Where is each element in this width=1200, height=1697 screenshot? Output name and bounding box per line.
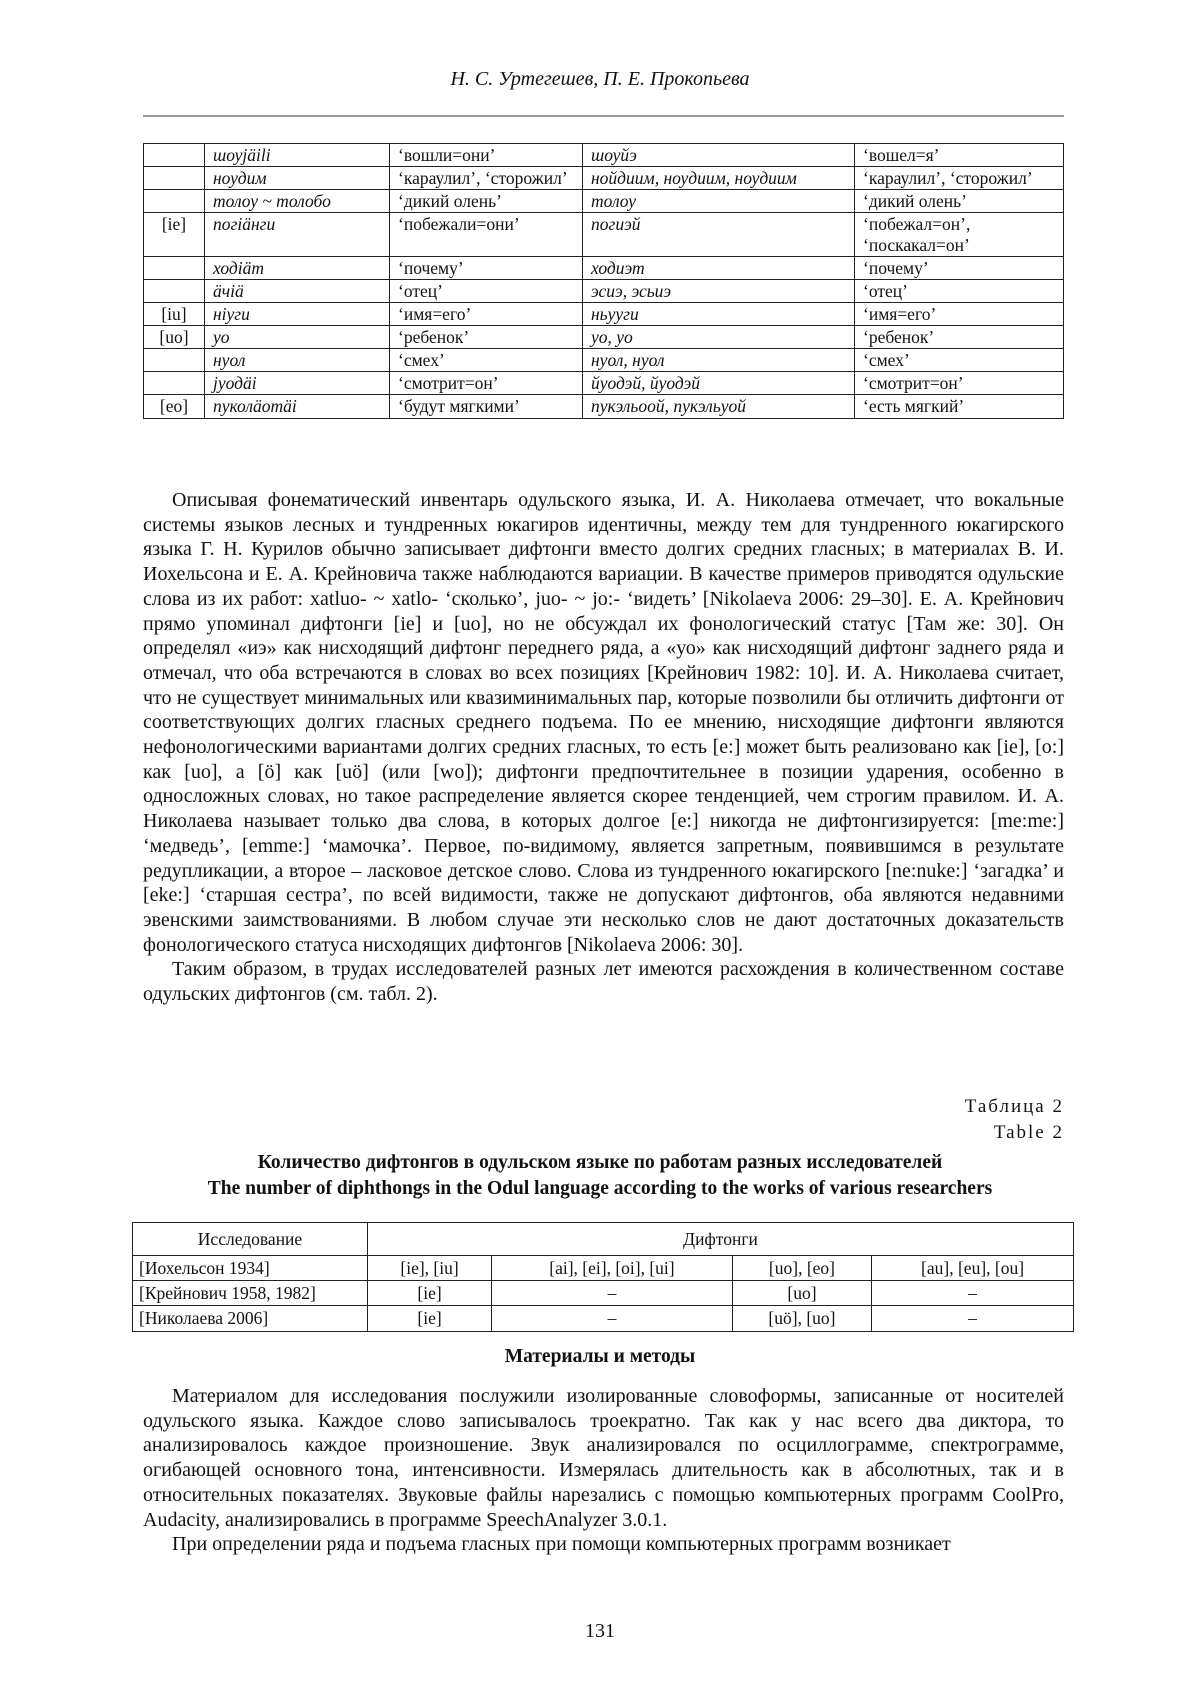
word-cell: пуколäотäi	[205, 395, 390, 418]
gloss-cell: ‘караулил’, ‘сторожил’	[390, 167, 583, 190]
diphthong-cell: –	[492, 1306, 733, 1331]
gloss-cell: ‘ребенок’	[855, 326, 1064, 349]
word-cell: ньууги	[583, 302, 855, 325]
table2-caption-en: Table 2	[993, 1122, 1064, 1143]
gloss-cell: ‘отец’	[390, 279, 583, 302]
gloss-cell: ‘ребенок’	[390, 326, 583, 349]
gloss-cell: ‘вошел=я’	[855, 144, 1064, 167]
word-cell: толоу	[583, 190, 855, 213]
section-title: Материалы и методы	[504, 1346, 696, 1367]
phoneme-cell: [ie]	[144, 213, 205, 256]
table-row	[144, 395, 1064, 418]
word-cell: ходiäт	[205, 256, 390, 279]
gloss-cell: ‘будут мягкими’	[390, 395, 583, 418]
table-row	[144, 213, 1064, 256]
table-row	[133, 1306, 1074, 1331]
word-cell: погиэй	[583, 213, 855, 256]
diphthong-cell: [ai], [ei], [oi], [ui]	[492, 1256, 733, 1281]
table-row	[144, 190, 1064, 213]
diphthong-examples-table	[143, 143, 1064, 419]
table-row	[144, 302, 1064, 325]
table-row	[144, 372, 1064, 395]
table-row	[144, 279, 1064, 302]
word-cell: уо	[205, 326, 390, 349]
table-row	[133, 1281, 1074, 1306]
word-cell: уо, уо	[583, 326, 855, 349]
gloss-cell: ‘смотрит=он’	[390, 372, 583, 395]
table-row	[144, 167, 1064, 190]
table-row	[144, 144, 1064, 167]
diphthong-cell: –	[492, 1281, 733, 1306]
gloss-cell: ‘вошли=они’	[390, 144, 583, 167]
word-cell: эсиэ, эсьиэ	[583, 279, 855, 302]
phoneme-cell	[144, 167, 205, 190]
word-cell: ноудим	[205, 167, 390, 190]
diphthong-cell: [ie], [iu]	[368, 1256, 492, 1281]
gloss-cell: ‘караулил’, ‘сторожил’	[855, 167, 1064, 190]
header-rule	[143, 115, 1064, 117]
page-number: 131	[585, 1620, 615, 1642]
gloss-cell: ‘почему’	[855, 256, 1064, 279]
phoneme-cell	[144, 279, 205, 302]
gloss-cell: ‘имя=его’	[390, 302, 583, 325]
source-cell: [Иохельсон 1934]	[133, 1256, 368, 1281]
gloss-cell: ‘почему’	[390, 256, 583, 279]
word-cell: jуодäi	[205, 372, 390, 395]
word-cell: шоуйэ	[583, 144, 855, 167]
gloss-cell: ‘побежал=он’, ‘поскакал=он’	[855, 213, 1064, 256]
word-cell: йуодэй, йуодэй	[583, 372, 855, 395]
source-cell: [Крейнович 1958, 1982]	[133, 1281, 368, 1306]
phoneme-cell: [iu]	[144, 302, 205, 325]
column-header-source: Исследование	[133, 1223, 368, 1256]
table2-title	[100, 1150, 1100, 1202]
gloss-cell: ‘есть мягкий’	[855, 395, 1064, 418]
diphthong-cell: [au], [eu], [ou]	[872, 1256, 1074, 1281]
gloss-cell: ‘смех’	[855, 349, 1064, 372]
phoneme-cell	[144, 372, 205, 395]
table-row	[144, 349, 1064, 372]
word-cell: нуол, нуол	[583, 349, 855, 372]
table2-title-ru: Количество дифтонгов в одульском языке по работам разных исследователей	[257, 1152, 943, 1173]
phoneme-cell: [eo]	[144, 395, 205, 418]
diphthong-count-table	[132, 1222, 1074, 1332]
running-header: Н. С. Уртегешев, П. Е. Прокопьева	[450, 68, 750, 90]
word-cell: шоуjäili	[205, 144, 390, 167]
word-cell: погiäнги	[205, 213, 390, 256]
column-header-diphthongs: Дифтонги	[368, 1223, 1074, 1256]
diphthong-cell: [ie]	[368, 1281, 492, 1306]
gloss-cell: ‘отец’	[855, 279, 1064, 302]
table-row	[144, 256, 1064, 279]
phoneme-cell	[144, 256, 205, 279]
table2-title-en: The number of diphthongs in the Odul language according to the works of various researchers	[207, 1178, 993, 1199]
phoneme-cell: [uo]	[144, 326, 205, 349]
paragraph: При определении ряда и подъема гласных при помощи компьютерных программ возникает	[172, 1533, 951, 1556]
gloss-cell: ‘имя=его’	[855, 302, 1064, 325]
diphthong-cell: –	[872, 1306, 1074, 1331]
word-cell: толоу ~ толобо	[205, 190, 390, 213]
table-row	[133, 1256, 1074, 1281]
phoneme-cell	[144, 190, 205, 213]
diphthong-cell: [uo], [eo]	[732, 1256, 871, 1281]
word-cell: нойдиим, ноудиим, ноудиим	[583, 167, 855, 190]
word-cell: нуол	[205, 349, 390, 372]
gloss-cell: ‘побежали=они’	[390, 213, 583, 256]
word-cell: ходиэт	[583, 256, 855, 279]
body-text-2	[143, 1384, 1064, 1557]
diphthong-cell: [uö], [uo]	[732, 1306, 871, 1331]
phoneme-cell	[144, 144, 205, 167]
diphthong-cell: [uo]	[732, 1281, 871, 1306]
paragraph: Описывая фонематический инвентарь одульского языка, И. А. Николаева отмечает, что вокальные системы языков лесных и тундренных юкагиров идентичны, между тем для тундренного юкагирского языка Г. Н. Курилов обычно записывает дифтонги вместо долгих средних гласных; в материалах В. И. Иохельсона и Е. А. Крейновича также наблюдаются вариации. В качестве примеров приводятся одульские слова из их работ: xatluo- ~ xatlo- ‘сколько’, juo- ~ jo:- ‘видеть’ [Nikolaeva 2006: 29–30]. Е. А. Крейнович прямо упоминал дифтонги [ie] и [uo], но не обсуждал их фонологический статус [Там же: 30]. Он определял «иэ» как нисходящий дифтонг переднего ряда, а «уо» как нисходящий дифтонг заднего ряда и отмечал, что оба встречаются в словах во всех позициях [Крейнович 1982: 10]. И. А. Николаева считает, что не существует минимальных или квазиминимальных пар, которые позволили бы отличить дифтонги от соответствующих долгих гласных среднего подъема. По ее мнению, нисходящие дифтонги являются нефонологическими вариантами долгих средних гласных, то есть [e:] может быть реализовано как [ie], [o:] как [uo], а [ö] как [uö] (или [wo]); дифтонги предпочтительнее в позиции ударения, особенно в односложных словах, но такое распределение является скорее тенденцией, чем строгим правилом. И. А. Николаева называет только два слова, в которых долгое [e:] никогда не дифтонгизируется: [me:me:] ‘медведь’, [emme:] ‘мамочка’. Первое, по-видимому, является запретным, появившимся в результате редупликации, а второе – ласковое детское слово. Слова из тундренного юкагирского [ne:nuke:] ‘загадка’ и [eke:] ‘старшая сестра’, по всей видимости, также не допускают дифтонгов, оба являются недавними эвенскими заимствованиями. В любом случае эти несколько слов не дают достаточных доказательств фонологического статуса нисходящих дифтонгов [Nikolaeva 2006: 30].	[143, 489, 1064, 956]
source-cell: [Николаева 2006]	[133, 1306, 368, 1331]
word-cell: нiуги	[205, 302, 390, 325]
diphthong-cell: –	[872, 1281, 1074, 1306]
phoneme-cell	[144, 349, 205, 372]
table2-caption-ru: Таблица 2	[964, 1096, 1064, 1117]
gloss-cell: ‘дикий олень’	[855, 190, 1064, 213]
paragraph: Материалом для исследования послужили изолированные словоформы, записанные от носителей одульского языка. Каждое слово записывалось троекратно. Так как у нас всего два диктора, то анализировалось каждое произношение. Звук анализировался по осциллограмме, спектрограмме, огибающей основного тона, интенсивности. Измерялась длительность как в абсолютных, так и в относительных показателях. Звуковые файлы нарезались с помощью компьютерных программ CoolPro, Audacity, анализировались в программе SpeechAnalyzer 3.0.1.	[143, 1385, 1064, 1531]
paragraph: Таким образом, в трудах исследователей разных лет имеются расхождения в количественном составе одульских дифтонгов (см. табл. 2).	[143, 958, 1064, 1006]
body-text-1	[143, 488, 1064, 1007]
table-row	[144, 326, 1064, 349]
word-cell: пукэльоой, пукэльуой	[583, 395, 855, 418]
word-cell: äчiä	[205, 279, 390, 302]
diphthong-cell: [ie]	[368, 1306, 492, 1331]
table-header-row	[133, 1223, 1074, 1256]
gloss-cell: ‘смех’	[390, 349, 583, 372]
gloss-cell: ‘дикий олень’	[390, 190, 583, 213]
gloss-cell: ‘смотрит=он’	[855, 372, 1064, 395]
table2-caption	[965, 1094, 1064, 1146]
